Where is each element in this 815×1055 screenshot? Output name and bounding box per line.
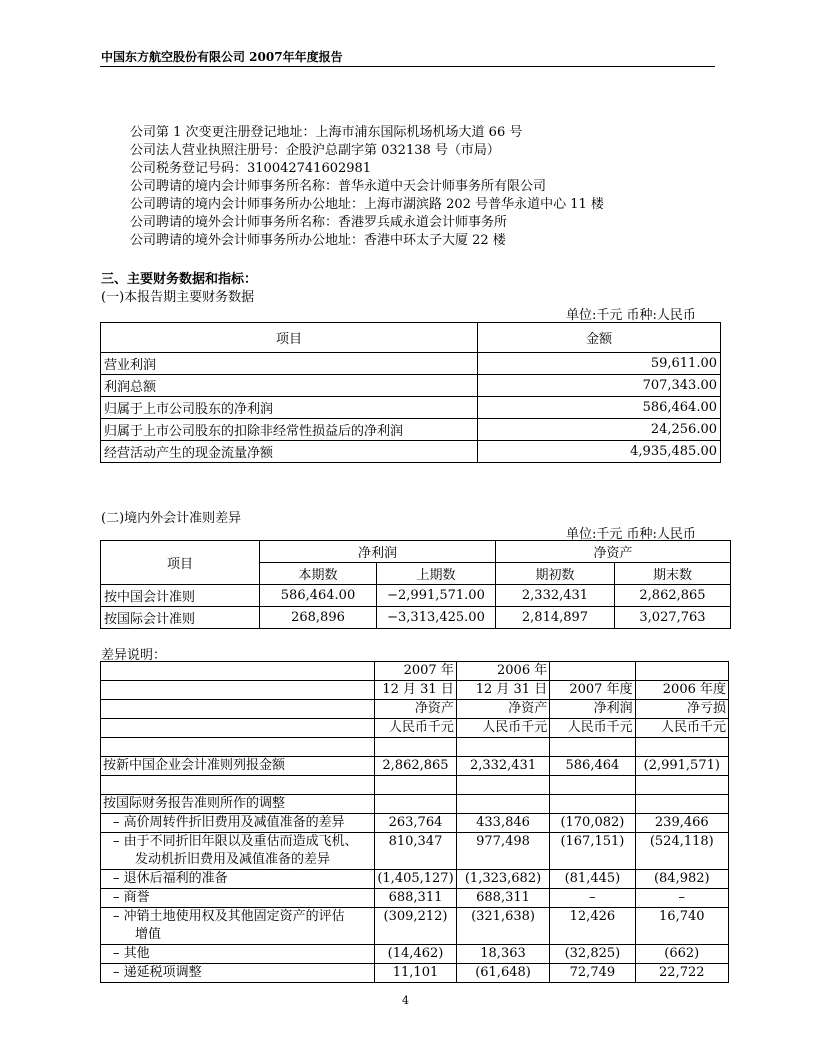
empty-cell bbox=[550, 738, 635, 757]
row-label bbox=[101, 889, 375, 908]
reconciliation-table bbox=[100, 661, 729, 983]
col-header: 净利润 bbox=[550, 700, 635, 719]
value-cell: 12,426 bbox=[550, 908, 635, 945]
value-cell: (1,323,682) bbox=[456, 870, 549, 889]
empty-cell bbox=[635, 795, 728, 814]
value-cell: (662) bbox=[635, 945, 728, 964]
value-cell: 268,896 bbox=[260, 607, 377, 629]
value-cell: (309,212) bbox=[375, 908, 457, 945]
empty-cell bbox=[635, 776, 728, 795]
value-cell: 11,101 bbox=[375, 964, 457, 983]
row-label: 归属于上市公司股东的净利润 bbox=[101, 397, 478, 419]
value-cell: (84,982) bbox=[635, 870, 728, 889]
row-label-line: – 退休后福利的准备 bbox=[113, 871, 228, 886]
table-row bbox=[101, 795, 729, 814]
header-row bbox=[101, 719, 729, 738]
value-cell: 2,862,865 bbox=[615, 585, 731, 607]
empty-cell bbox=[101, 662, 375, 681]
value-cell: (1,405,127) bbox=[375, 870, 457, 889]
table-row bbox=[101, 397, 721, 419]
table-row bbox=[101, 585, 731, 607]
row-label: 按国际会计准则 bbox=[101, 607, 260, 629]
value-cell: (14,462) bbox=[375, 945, 457, 964]
row-label bbox=[101, 964, 375, 983]
info-line: 公司法人营业执照注册号：企股沪总副字第 032138 号（市局） bbox=[130, 143, 500, 158]
row-label bbox=[101, 908, 375, 945]
info-line: 公司聘请的境外会计师事务所名称：香港罗兵咸永道会计师事务所 bbox=[130, 215, 508, 230]
col-header bbox=[550, 662, 635, 681]
col-header: 人民币千元 bbox=[375, 719, 457, 738]
empty-cell bbox=[550, 795, 635, 814]
empty-cell bbox=[101, 719, 375, 738]
sub1-unit: 单位:千元 币种:人民币 bbox=[566, 308, 696, 323]
row-label-line: – 商誉 bbox=[113, 890, 150, 905]
row-label-line: 增值 bbox=[135, 927, 162, 942]
table-row bbox=[101, 870, 729, 889]
empty-cell bbox=[101, 700, 375, 719]
value-cell: 22,722 bbox=[635, 964, 728, 983]
value-cell: – bbox=[635, 889, 728, 908]
header-rule bbox=[100, 66, 715, 67]
row-label: 按中国会计准则 bbox=[101, 585, 260, 607]
table-row bbox=[101, 964, 729, 983]
gaap-diff-table bbox=[100, 540, 731, 629]
row-label-line: – 其他 bbox=[113, 946, 150, 961]
value-cell: 18,363 bbox=[456, 945, 549, 964]
value-cell: (321,638) bbox=[456, 908, 549, 945]
amount-cell: 59,611.00 bbox=[478, 353, 721, 375]
empty-cell bbox=[101, 681, 375, 700]
info-line: 公司聘请的境内会计师事务所办公地址：上海市湖滨路 202 号普华永道中心 11 楼 bbox=[130, 197, 604, 212]
row-label bbox=[101, 814, 375, 833]
row-label: 营业利润 bbox=[101, 353, 478, 375]
value-cell: 586,464 bbox=[550, 757, 635, 776]
sub2-unit: 单位:千元 币种:人民币 bbox=[566, 527, 696, 542]
row-label bbox=[101, 945, 375, 964]
table-row bbox=[101, 607, 731, 629]
row-label: 按国际财务报告准则所作的调整 bbox=[101, 795, 375, 814]
value-cell: (2,991,571) bbox=[635, 757, 728, 776]
table-row bbox=[101, 889, 729, 908]
value-cell: 263,764 bbox=[375, 814, 457, 833]
value-cell: 2,814,897 bbox=[496, 607, 615, 629]
empty-cell bbox=[456, 795, 549, 814]
blank-row bbox=[101, 738, 729, 757]
col-header: 2007 年度 bbox=[550, 681, 635, 700]
value-cell: 977,498 bbox=[456, 833, 549, 870]
col-header: 人民币千元 bbox=[550, 719, 635, 738]
row-label-line: – 由于不同折旧年限以及重估而造成飞机、 bbox=[113, 834, 358, 849]
empty-cell bbox=[456, 738, 549, 757]
empty-cell bbox=[375, 776, 457, 795]
value-cell: 586,464.00 bbox=[260, 585, 377, 607]
col-header: 人民币千元 bbox=[456, 719, 549, 738]
col-header: 人民币千元 bbox=[635, 719, 728, 738]
col-header: 2006 年 bbox=[456, 662, 549, 681]
value-cell: 16,740 bbox=[635, 908, 728, 945]
table-row bbox=[101, 375, 721, 397]
empty-cell bbox=[375, 738, 457, 757]
value-cell: 2,332,431 bbox=[456, 757, 549, 776]
col-header: 本期数 bbox=[260, 563, 377, 585]
empty-cell bbox=[456, 776, 549, 795]
blank-row bbox=[101, 776, 729, 795]
col-header: 上期数 bbox=[377, 563, 496, 585]
table-row bbox=[101, 419, 721, 441]
running-header: 中国东方航空股份有限公司 2007年年度报告 bbox=[101, 50, 343, 64]
value-cell: 433,846 bbox=[456, 814, 549, 833]
diff-title: 差异说明： bbox=[101, 648, 167, 663]
value-cell: (32,825) bbox=[550, 945, 635, 964]
empty-cell bbox=[635, 738, 728, 757]
table-row bbox=[101, 757, 729, 776]
info-line: 公司聘请的境外会计师事务所办公地址：香港中环太子大厦 22 楼 bbox=[130, 233, 506, 248]
col-header: 金额 bbox=[478, 323, 721, 353]
col-header: 2007 年 bbox=[375, 662, 457, 681]
info-line: 公司税务登记号码：310042741602981 bbox=[130, 161, 372, 176]
value-cell: 3,027,763 bbox=[615, 607, 731, 629]
col-header: 期末数 bbox=[615, 563, 731, 585]
sub1-title: (一)本报告期主要财务数据 bbox=[101, 290, 255, 305]
row-label: 按新中国企业会计准则列报金额 bbox=[101, 757, 375, 776]
main-financial-table bbox=[100, 322, 721, 463]
col-header: 项目 bbox=[101, 541, 260, 585]
col-header: 净资产 bbox=[496, 541, 731, 563]
col-header: 净利润 bbox=[260, 541, 496, 563]
value-cell: 688,311 bbox=[456, 889, 549, 908]
value-cell: 688,311 bbox=[375, 889, 457, 908]
value-cell: – bbox=[550, 889, 635, 908]
header-row bbox=[101, 681, 729, 700]
value-cell: −3,313,425.00 bbox=[377, 607, 496, 629]
sub2-title: (二)境内外会计准则差异 bbox=[101, 511, 242, 526]
company-info bbox=[130, 124, 604, 250]
info-line: 公司聘请的境内会计师事务所名称：普华永道中天会计师事务所有限公司 bbox=[130, 179, 547, 194]
col-header: 净资产 bbox=[456, 700, 549, 719]
col-header: 12 月 31 日 bbox=[375, 681, 457, 700]
value-cell: −2,991,571.00 bbox=[377, 585, 496, 607]
empty-cell bbox=[550, 776, 635, 795]
row-label bbox=[101, 870, 375, 889]
value-cell: 239,466 bbox=[635, 814, 728, 833]
col-header: 2006 年度 bbox=[635, 681, 728, 700]
row-label: 归属于上市公司股东的扣除非经常性损益后的净利润 bbox=[101, 419, 478, 441]
table-row bbox=[101, 945, 729, 964]
empty-cell bbox=[101, 776, 375, 795]
table-row bbox=[101, 908, 729, 945]
row-label-line: 发动机折旧费用及减值准备的差异 bbox=[135, 852, 331, 867]
header-row bbox=[101, 700, 729, 719]
amount-cell: 24,256.00 bbox=[478, 419, 721, 441]
empty-cell bbox=[375, 795, 457, 814]
table-row bbox=[101, 441, 721, 463]
col-header: 项目 bbox=[101, 323, 478, 353]
col-header: 期初数 bbox=[496, 563, 615, 585]
value-cell: (524,118) bbox=[635, 833, 728, 870]
value-cell: (167,151) bbox=[550, 833, 635, 870]
value-cell: (81,445) bbox=[550, 870, 635, 889]
value-cell: (170,082) bbox=[550, 814, 635, 833]
row-label-line: – 高价周转件折旧费用及减值准备的差异 bbox=[113, 815, 345, 830]
section-title: 三、主要财务数据和指标： bbox=[101, 272, 258, 287]
value-cell: 2,862,865 bbox=[375, 757, 457, 776]
empty-cell bbox=[101, 738, 375, 757]
row-label: 经营活动产生的现金流量净额 bbox=[101, 441, 478, 463]
row-label-line: – 递延税项调整 bbox=[113, 965, 202, 980]
table-row bbox=[101, 833, 729, 870]
value-cell: 810,347 bbox=[375, 833, 457, 870]
col-header: 净资产 bbox=[375, 700, 457, 719]
page-number: 4 bbox=[402, 994, 409, 1007]
col-header: 12 月 31 日 bbox=[456, 681, 549, 700]
value-cell: 2,332,431 bbox=[496, 585, 615, 607]
value-cell: (61,648) bbox=[456, 964, 549, 983]
amount-cell: 586,464.00 bbox=[478, 397, 721, 419]
table-row bbox=[101, 814, 729, 833]
row-label: 利润总额 bbox=[101, 375, 478, 397]
value-cell: 72,749 bbox=[550, 964, 635, 983]
info-line: 公司第 1 次变更注册登记地址：上海市浦东国际机场机场大道 66 号 bbox=[130, 125, 523, 140]
col-header bbox=[635, 662, 728, 681]
amount-cell: 4,935,485.00 bbox=[478, 441, 721, 463]
col-header: 净亏损 bbox=[635, 700, 728, 719]
table-row bbox=[101, 353, 721, 375]
amount-cell: 707,343.00 bbox=[478, 375, 721, 397]
row-label-line: – 冲销土地使用权及其他固定资产的评估 bbox=[113, 909, 345, 924]
row-label bbox=[101, 833, 375, 870]
header-row bbox=[101, 662, 729, 681]
